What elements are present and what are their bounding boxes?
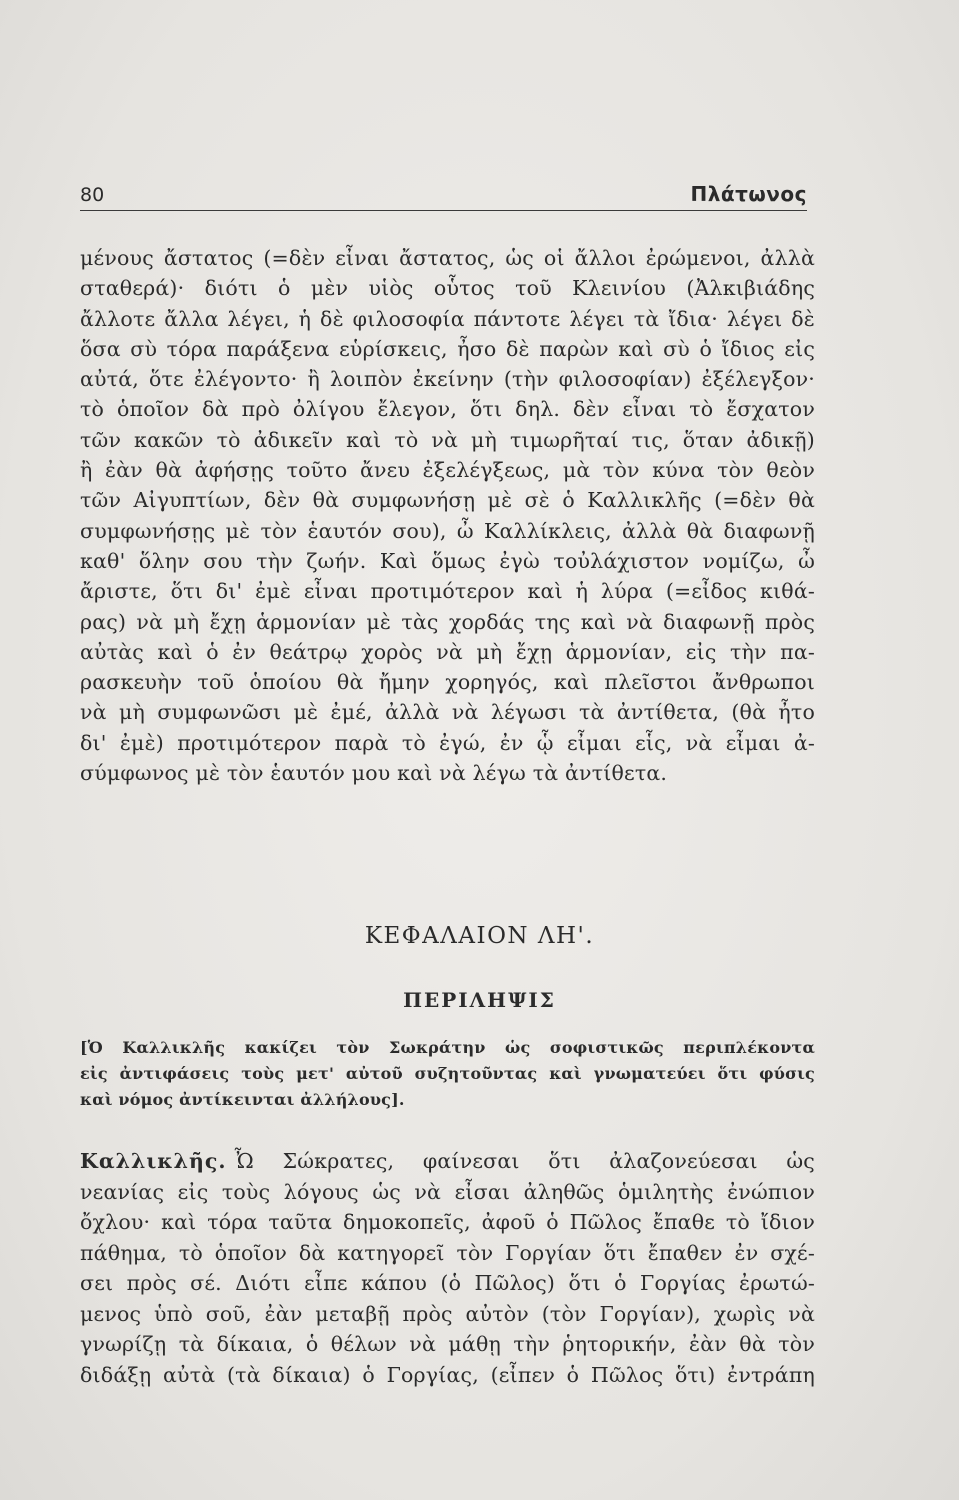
text-line: ἄριστε, ὅτι δι' ἐμὲ εἶναι προτιμότερον καὶ ἡ λύρα (=εἶδος κιθά-: [80, 579, 815, 604]
chapter-title: ΚΕΦΑΛΑΙΟΝ ΛΗ'.: [364, 923, 595, 949]
dialogue-first-line: [80, 1146, 815, 1177]
text-line: αὐτά, ὅτε ἐλέγοντο· ἢ λοιπὸν ἐκείνην (τὴν φιλοσοφίαν) ἐξέλεγξον·: [80, 367, 815, 392]
dialogue-text: Ὦ Σώκρατες, φαίνεσαι ὅτι ἀλαζονεύεσαι ὡς: [234, 1149, 815, 1173]
summary-line: καὶ νόμος ἀντίκεινται ἀλλήλους].: [80, 1090, 405, 1109]
page-number: 80: [80, 184, 105, 206]
body-paragraph: [80, 243, 815, 788]
text-line: ρασκευὴν τοῦ ὁποίου θὰ ἤμην χορηγός, καὶ πλεῖστοι ἄνθρωποι: [80, 670, 815, 695]
summary-line: εἰς ἀντιφάσεις τοὺς μετ' αὐτοῦ συζητοῦντας καὶ γνωματεύει ὅτι φύσις: [80, 1064, 815, 1083]
text-line: σταθερά)· διότι ὁ μὲν υἱὸς οὗτος τοῦ Κλεινίου (Ἀλκιβιάδης: [80, 276, 815, 301]
running-head: Πλάτωνος: [690, 182, 807, 206]
text-line: μενος ὑπὸ σοῦ, ἐὰν μεταβῇ πρὸς αὐτὸν (τὸν Γοργίαν), χωρὶς νὰ: [80, 1301, 815, 1326]
text-line: καθ' ὅλην σου τὴν ζωήν. Καὶ ὅμως ἐγὼ τοὐλάχιστον νομίζω, ὦ: [80, 548, 815, 573]
text-line: τὸ ὁποῖον δὰ πρὸ ὀλίγου ἔλεγον, ὅτι δηλ. δὲν εἶναι τὸ ἔσχατον: [80, 397, 815, 422]
text-line: αὐτὰς καὶ ὁ ἐν θεάτρῳ χορὸς νὰ μὴ ἔχῃ ἁρμονίαν, εἰς τὴν πα-: [80, 639, 815, 664]
text-line: ἄλλοτε ἄλλα λέγει, ἡ δὲ φιλοσοφία πάντοτε λέγει τὰ ἴδια· λέγει δὲ: [80, 306, 815, 331]
text-line: ἢ ἐὰν θὰ ἀφήσῃς τοῦτο ἄνευ ἐξελέγξεως, μὰ τὸν κύνα τὸν θεὸν: [80, 458, 815, 483]
text-line: μένους ἄστατος (=δὲν εἶναι ἄστατος, ὡς οἱ ἄλλοι ἐρώμενοι, ἀλλὰ: [80, 246, 815, 270]
text-line: ὄχλου· καὶ τόρα ταῦτα δημοκοπεῖς, ἀφοῦ ὁ Πῶλος ἔπαθε τὸ ἴδιον: [80, 1210, 815, 1234]
text-line: δι' ἐμὲ) προτιμότερον παρὰ τὸ ἐγώ, ἐν ᾧ εἶμαι εἷς, νὰ εἶμαι ἀ-: [80, 730, 815, 755]
text-line: νὰ μὴ συμφωνῶσι μὲ ἐμέ, ἀλλὰ νὰ λέγωσι τὰ ἀντίθετα, (θὰ ἦτο: [80, 700, 815, 725]
summary-heading: ΠΕΡΙΛΗΨΙΣ: [403, 988, 556, 1012]
text-line: τῶν Αἰγυπτίων, δὲν θὰ συμφωνήσῃ μὲ σὲ ὁ Καλλικλῆς (=δὲν θὰ: [80, 488, 815, 513]
text-line: ὅσα σὺ τόρα παράξενα εὑρίσκεις, ἦσο δὲ παρὼν καὶ σὺ ὁ ἴδιος εἰς: [80, 336, 815, 361]
chapter-summary: [80, 1035, 815, 1113]
text-line: διδάξῃ αὐτὰ (τὰ δίκαια) ὁ Γοργίας, (εἶπεν ὁ Πῶλος ὅτι) ἐντράπη: [80, 1362, 815, 1387]
text-line: σει πρὸς σέ. Διότι εἶπε κάπου (ὁ Πῶλος) ὅτι ὁ Γοργίας ἐρωτώ-: [80, 1271, 815, 1295]
text-line: συμφωνήσῃς μὲ τὸν ἑαυτόν σου), ὦ Καλλίκλεις, ἀλλὰ θὰ διαφωνῇ: [80, 518, 815, 543]
text-line: γνωρίζῃ τὰ δίκαια, ὁ θέλων νὰ μάθῃ τὴν ῥητορικήν, ἐὰν θὰ τὸν: [80, 1332, 815, 1356]
text-line: πάθημα, τὸ ὁποῖον δὰ κατηγορεῖ τὸν Γοργίαν ὅτι ἔπαθεν ἐν σχέ-: [80, 1240, 815, 1265]
speaker-name: Καλλικλῆς.: [80, 1149, 227, 1173]
text-line: σύμφωνος μὲ τὸν ἑαυτόν μου καὶ νὰ λέγω τὰ ἀντίθετα.: [80, 761, 668, 786]
text-line: νεανίας εἰς τοὺς λόγους ὡς νὰ εἶσαι ἀληθῶς ὁμιλητὴς ἐνώπιον: [80, 1179, 815, 1204]
text-line: τῶν κακῶν τὸ ἀδικεῖν καὶ τὸ νὰ μὴ τιμωρῆταί τις, ὅταν ἀδικῇ): [80, 427, 815, 452]
page-header: [80, 182, 807, 211]
dialogue-paragraph: [80, 1146, 815, 1390]
summary-line: [Ὁ Καλλικλῆς κακίζει τὸν Σωκράτην ὡς σοφιστικῶς περιπλέκοντα: [80, 1038, 815, 1057]
text-line: ρας) νὰ μὴ ἔχῃ ἁρμονίαν μὲ τὰς χορδάς της καὶ νὰ διαφωνῇ πρὸς: [80, 609, 815, 634]
